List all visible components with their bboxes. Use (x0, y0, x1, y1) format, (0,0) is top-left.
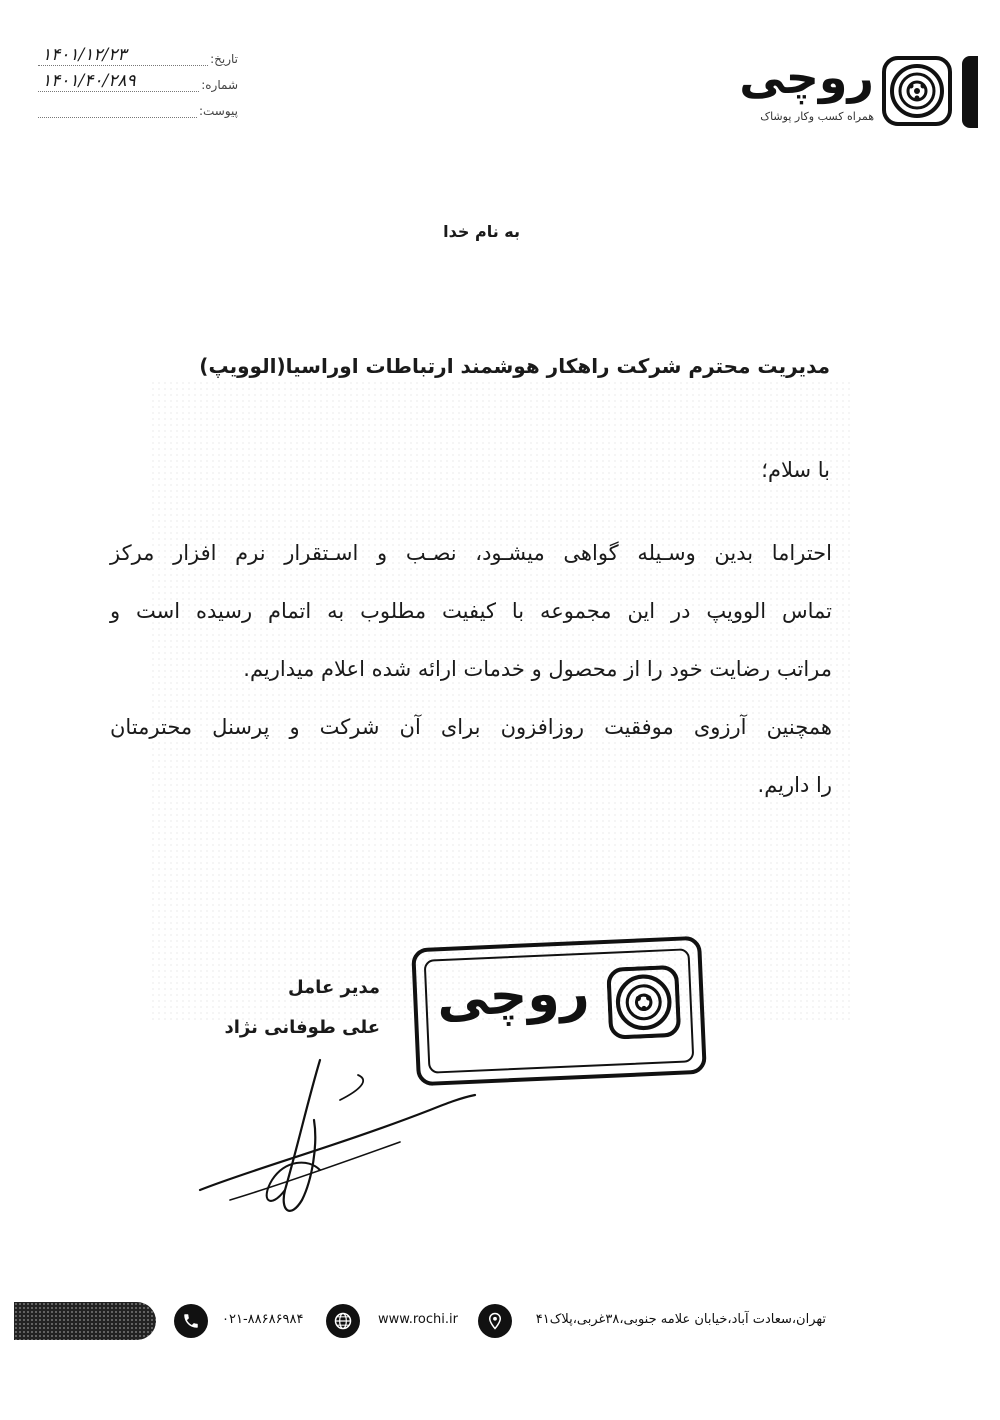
globe-icon (326, 1304, 360, 1338)
number-row (38, 66, 238, 92)
signer-title: مدیر عامل (287, 977, 380, 998)
addressee: مدیریت محترم شرکت راهکار هوشمند ارتباطات اوراسیا(الوویپ) (199, 354, 830, 378)
logo-tagline: همراه کسب وکار پوشاک (760, 110, 874, 123)
company-logo (708, 52, 978, 132)
attachment-value (38, 117, 197, 118)
footer-website: www.rochi.ir (378, 1312, 458, 1327)
signer-block (180, 968, 380, 1048)
body-line: را داریم. (757, 773, 832, 797)
location-pin-icon (478, 1304, 512, 1338)
logo-bar (962, 56, 978, 128)
logo-wordmark: روچی (739, 50, 874, 104)
phone-icon (174, 1304, 208, 1338)
date-value: ۱۴۰۱/۱۲/۲۳ (38, 45, 208, 66)
number-value: ۱۴۰۱/۴۰/۲۸۹ (38, 71, 199, 92)
footer-phone: ۰۲۱-۸۸۶۸۶۹۸۴ (222, 1312, 304, 1327)
greeting: با سلام؛ (761, 458, 830, 482)
stamp-wordmark: روچی (435, 962, 591, 1030)
body-line: تماس الوویپ در این مجموعه با کیفیت مطلوب به اتمام رسیده است و (110, 599, 832, 623)
letter-body (110, 524, 832, 814)
logo-emblem-icon (882, 56, 952, 126)
attachment-row (38, 92, 238, 118)
date-label: تاریخ: (210, 52, 238, 66)
stamp-emblem-icon (606, 965, 681, 1040)
number-label: شماره: (201, 78, 238, 92)
footer-address: تهران،سعادت آباد،خیابان علامه جنوبی،۳۸غربی،پلاک۴۱ (535, 1312, 826, 1327)
body-line: احتراما بدین وسـیله گواهی میشـود، نصـب و اسـتقرار نرم افزار مرکز (110, 541, 832, 565)
body-line: همچنین آرزوی موفقیت روزافزون برای آن شرکت و پرسنل محترمتان (110, 715, 832, 739)
footer-decoration (14, 1302, 156, 1340)
letter-footer (14, 1300, 994, 1344)
basmala: به نام خدا (443, 222, 520, 241)
handwritten-signature (190, 1050, 480, 1230)
date-row (38, 40, 238, 66)
signer-name: علی طوفانی نژاد (224, 1017, 380, 1038)
attachment-label: پیوست: (198, 104, 238, 118)
letter-meta (38, 40, 238, 118)
body-line: مراتب رضایت خود را از محصول و خدمات ارائه شده اعلام میداریم. (243, 657, 832, 681)
